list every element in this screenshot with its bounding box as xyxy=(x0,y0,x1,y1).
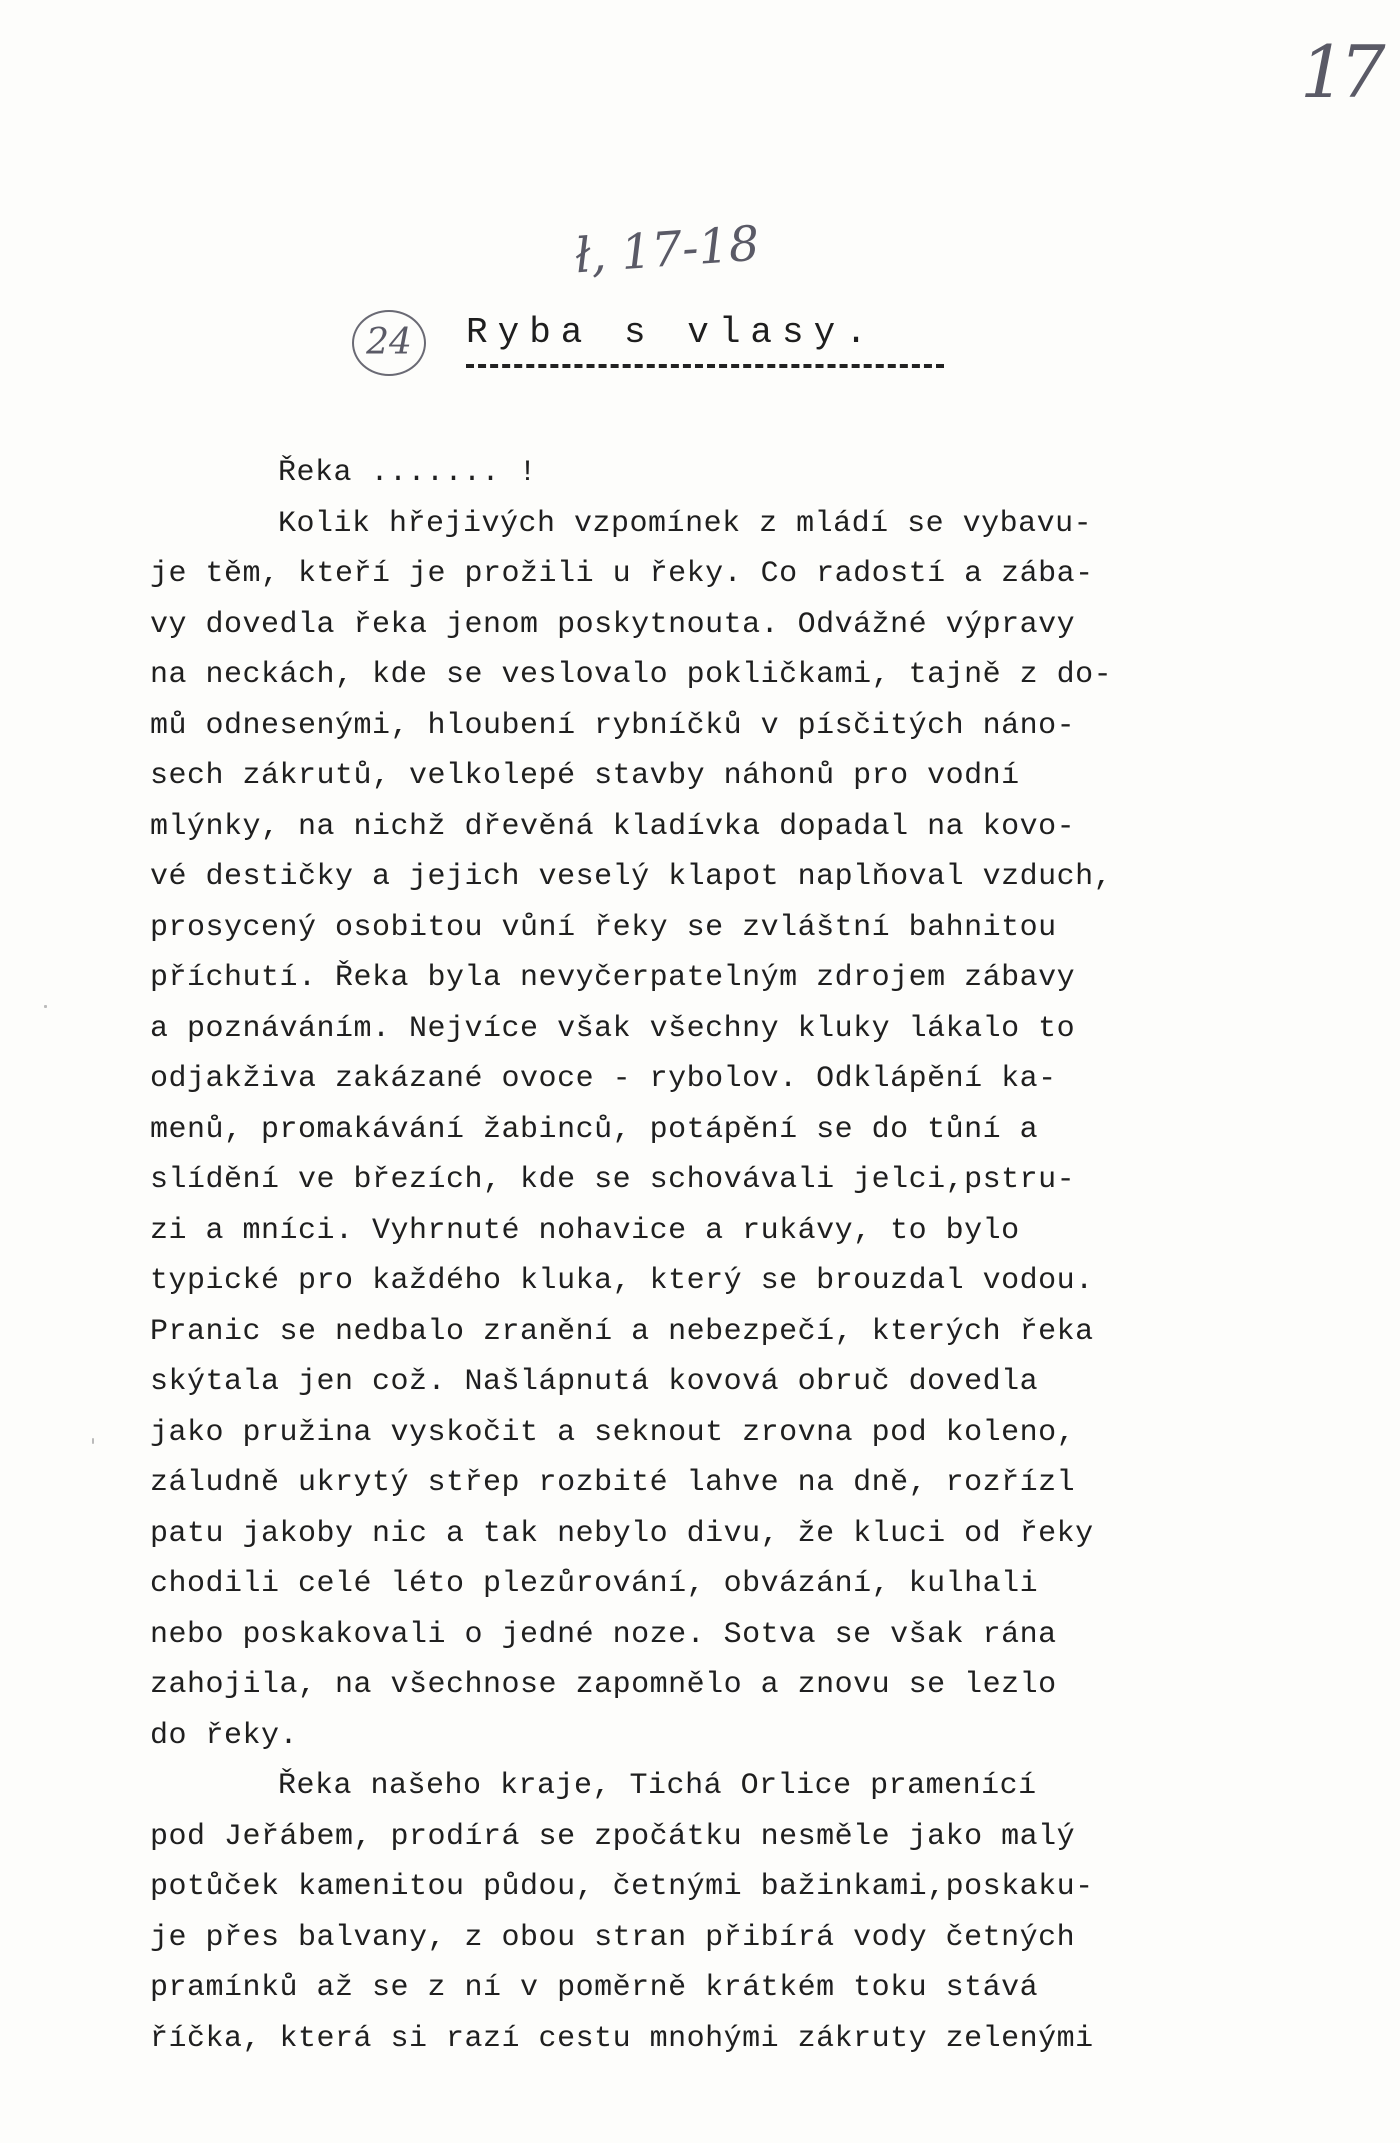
text-line: a poznáváním. Nejvíce však všechny kluky lákalo to xyxy=(150,1011,1076,1046)
text-line: Kolik hřejivých vzpomínek z mládí se vybavu- xyxy=(278,506,1093,541)
text-line: prosycený osobitou vůní řeky se zvláštní bahnitou xyxy=(150,910,1057,945)
text-line: skýtala jen což. Našlápnutá kovová obruč dovedla xyxy=(150,1365,1039,1399)
text-line: na neckách, kde se veslovalo pokličkami, tajně z do- xyxy=(150,658,1113,692)
handwritten-page-number: 17 xyxy=(1300,30,1380,114)
text-line: Řeka ....... ! xyxy=(278,456,538,490)
text-line: menů, promakávání žabinců, potápění se do tůní a xyxy=(150,1112,1039,1147)
text-line: mlýnky, na nichž dřevěná kladívka dopadal na kovo- xyxy=(150,809,1076,844)
text-line: Řeka našeho kraje, Tichá Orlice pramenící xyxy=(278,1769,1037,1803)
text-line: záludně ukrytý střep rozbité lahve na dně, rozřízl xyxy=(150,1466,1076,1500)
text-line: jako pružina vyskočit a seknout zrovna pod koleno, xyxy=(150,1415,1076,1450)
text-line: sech zákrutů, velkolepé stavby náhonů pro vodní xyxy=(150,759,1020,793)
paper-speck xyxy=(92,1438,94,1444)
text-line: slídění ve březích, kde se schovávali jelci,pstru- xyxy=(150,1163,1076,1197)
handwritten-pages-reference: ł, 17-18 xyxy=(573,215,762,285)
text-line: pramínků až se z ní v poměrně krátkém toku stává xyxy=(150,1971,1039,2005)
text-line: typické pro každého kluka, který se brouzdal vodou. xyxy=(150,1264,1094,1298)
text-line: je přes balvany, z obou stran přibírá vody četných xyxy=(150,1920,1076,1955)
title-underline xyxy=(466,364,944,368)
text-line: vy dovedla řeka jenom poskytnouta. Odvážné výpravy xyxy=(150,607,1076,642)
story-title: Ryba s vlasy. xyxy=(466,312,877,353)
text-line: odjakživa zakázané ovoce - rybolov. Odklápění ka- xyxy=(150,1062,1057,1096)
text-line: potůček kamenitou půdou, četnými bažinkami,poskaku- xyxy=(150,1870,1094,1904)
text-line: vé destičky a jejich veselý klapot naplňoval vzduch, xyxy=(150,860,1113,894)
circled-story-number: 24 xyxy=(352,310,426,376)
text-line: patu jakoby nic a tak nebylo divu, že kluci od řeky xyxy=(150,1516,1094,1551)
text-line: zahojila, na všechnose zapomnělo a znovu se lezlo xyxy=(150,1668,1057,1702)
story-body xyxy=(150,448,1230,2064)
text-line: mů odnesenými, hloubení rybníčků v písčitých náno- xyxy=(150,708,1076,743)
text-line: Pranic se nedbalo zranění a nebezpečí, kterých řeka xyxy=(150,1314,1094,1349)
text-line: nebo poskakovali o jedné noze. Sotva se však rána xyxy=(150,1617,1057,1652)
text-line: příchutí. Řeka byla nevyčerpatelným zdrojem zábavy xyxy=(150,961,1076,995)
text-line: chodili celé léto plezůrování, obvázání, kulhali xyxy=(150,1567,1039,1601)
text-line: do řeky. xyxy=(150,1718,299,1753)
paper-speck xyxy=(44,1005,47,1008)
text-line: říčka, která si razí cestu mnohými zákruty zelenými xyxy=(150,2021,1094,2056)
text-line: je těm, kteří je prožili u řeky. Co radostí a zába- xyxy=(150,557,1094,591)
text-line: pod Jeřábem, prodírá se zpočátku nesměle jako malý xyxy=(150,1819,1076,1854)
text-line: zi a mníci. Vyhrnuté nohavice a rukávy, to bylo xyxy=(150,1213,1020,1248)
